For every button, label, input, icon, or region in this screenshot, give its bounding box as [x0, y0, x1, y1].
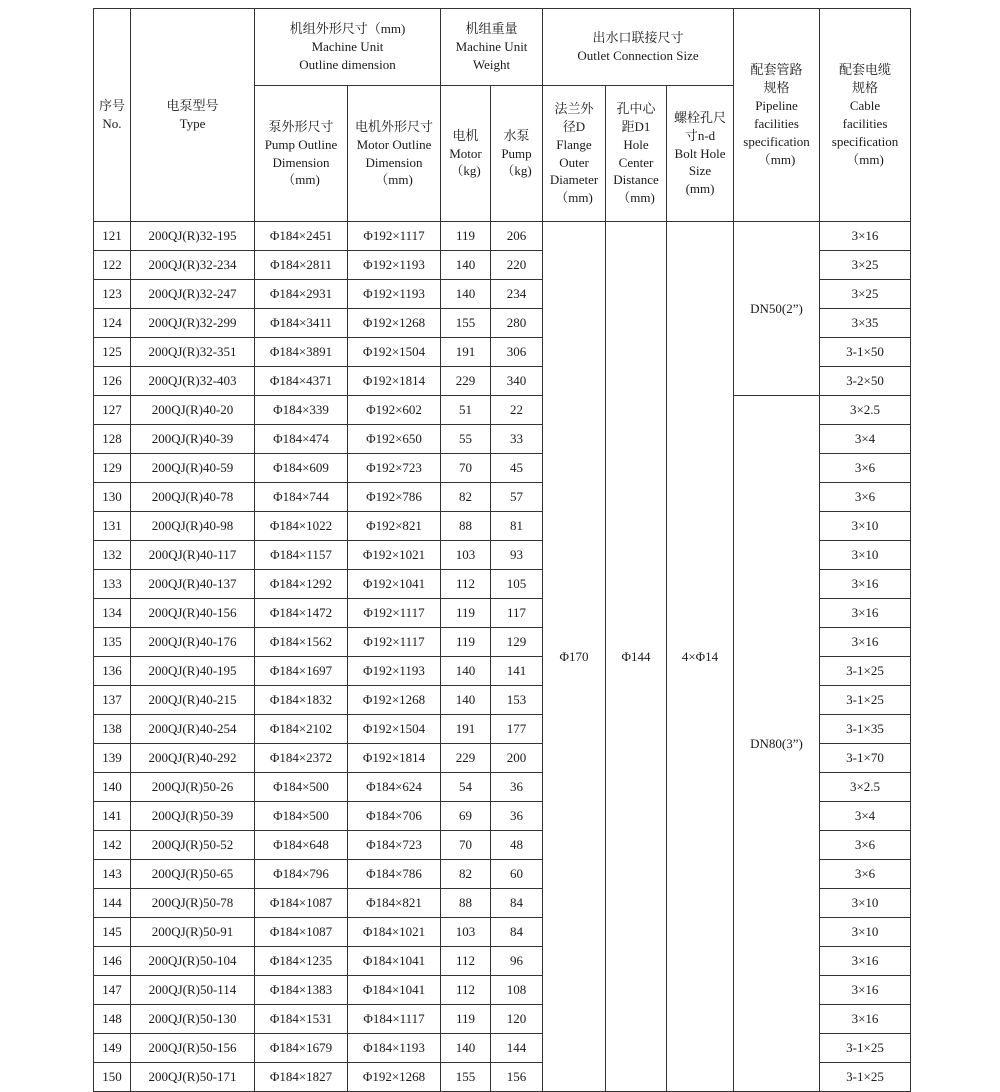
- cell-no: 131: [94, 512, 131, 541]
- cell-pump-weight: 57: [491, 483, 543, 512]
- cell-motor-dimension: Φ184×1117: [348, 1005, 441, 1034]
- cell-pump-weight: 93: [491, 541, 543, 570]
- cell-motor-dimension: Φ184×1041: [348, 976, 441, 1005]
- cell-motor-dimension: Φ192×602: [348, 396, 441, 425]
- cell-motor-dimension: Φ192×786: [348, 483, 441, 512]
- cell-no: 127: [94, 396, 131, 425]
- cell-type: 200QJ(R)40-20: [131, 396, 255, 425]
- cell-cable-spec: 3×6: [820, 483, 911, 512]
- cell-motor-weight: 103: [441, 541, 491, 570]
- cell-cable-spec: 3-1×70: [820, 744, 911, 773]
- cell-pump-weight: 105: [491, 570, 543, 599]
- cell-pump-dimension: Φ184×1531: [255, 1005, 348, 1034]
- cell-motor-weight: 140: [441, 1034, 491, 1063]
- cell-no: 135: [94, 628, 131, 657]
- cell-motor-dimension: Φ192×1814: [348, 367, 441, 396]
- cell-pump-weight: 48: [491, 831, 543, 860]
- cell-pipeline-dn80: DN80(3”): [734, 396, 820, 1092]
- cell-pump-dimension: Φ184×500: [255, 773, 348, 802]
- cell-type: 200QJ(R)40-78: [131, 483, 255, 512]
- cell-no: 129: [94, 454, 131, 483]
- cell-cable-spec: 3×16: [820, 947, 911, 976]
- cell-type: 200QJ(R)32-195: [131, 222, 255, 251]
- cell-pump-dimension: Φ184×2811: [255, 251, 348, 280]
- cell-motor-weight: 229: [441, 367, 491, 396]
- cell-type: 200QJ(R)50-156: [131, 1034, 255, 1063]
- cell-pump-weight: 33: [491, 425, 543, 454]
- cell-no: 148: [94, 1005, 131, 1034]
- cell-pump-weight: 200: [491, 744, 543, 773]
- cell-pump-weight: 81: [491, 512, 543, 541]
- cell-pump-dimension: Φ184×2931: [255, 280, 348, 309]
- cell-cable-spec: 3×6: [820, 860, 911, 889]
- cell-pump-weight: 206: [491, 222, 543, 251]
- cell-pump-dimension: Φ184×1292: [255, 570, 348, 599]
- cell-no: 136: [94, 657, 131, 686]
- cell-bolt-hole: 4×Φ14: [667, 222, 734, 1092]
- cell-pump-dimension: Φ184×1157: [255, 541, 348, 570]
- cell-motor-dimension: Φ192×1193: [348, 657, 441, 686]
- cell-pump-weight: 306: [491, 338, 543, 367]
- cell-pump-weight: 84: [491, 918, 543, 947]
- cell-motor-dimension: Φ184×723: [348, 831, 441, 860]
- cell-pump-weight: 220: [491, 251, 543, 280]
- cell-pump-dimension: Φ184×500: [255, 802, 348, 831]
- cell-pump-dimension: Φ184×1087: [255, 918, 348, 947]
- cell-type: 200QJ(R)32-299: [131, 309, 255, 338]
- cell-no: 142: [94, 831, 131, 860]
- cell-motor-dimension: Φ192×821: [348, 512, 441, 541]
- cell-motor-weight: 70: [441, 454, 491, 483]
- cell-cable-spec: 3-1×35: [820, 715, 911, 744]
- cell-motor-dimension: Φ192×1041: [348, 570, 441, 599]
- header-outline-dimension: 机组外形尺寸（mm) Machine Unit Outline dimension: [255, 9, 441, 86]
- cell-motor-weight: 54: [441, 773, 491, 802]
- cell-cable-spec: 3×16: [820, 1005, 911, 1034]
- cell-motor-dimension: Φ184×1193: [348, 1034, 441, 1063]
- cell-cable-spec: 3×10: [820, 512, 911, 541]
- cell-no: 124: [94, 309, 131, 338]
- cell-motor-weight: 140: [441, 251, 491, 280]
- cell-cable-spec: 3×6: [820, 831, 911, 860]
- cell-pump-weight: 108: [491, 976, 543, 1005]
- cell-pump-dimension: Φ184×2102: [255, 715, 348, 744]
- cell-no: 140: [94, 773, 131, 802]
- pump-spec-table: [93, 8, 911, 1092]
- cell-pipeline-dn50: DN50(2”): [734, 222, 820, 396]
- cell-motor-weight: 112: [441, 976, 491, 1005]
- cell-pump-dimension: Φ184×3411: [255, 309, 348, 338]
- cell-motor-weight: 140: [441, 280, 491, 309]
- cell-type: 200QJ(R)50-114: [131, 976, 255, 1005]
- cell-motor-weight: 88: [441, 512, 491, 541]
- cell-pump-weight: 141: [491, 657, 543, 686]
- cell-cable-spec: 3-1×25: [820, 657, 911, 686]
- cell-pump-dimension: Φ184×2451: [255, 222, 348, 251]
- cell-type: 200QJ(R)50-91: [131, 918, 255, 947]
- cell-cable-spec: 3×25: [820, 280, 911, 309]
- cell-motor-dimension: Φ192×1117: [348, 628, 441, 657]
- cell-pump-dimension: Φ184×1472: [255, 599, 348, 628]
- table-body: [94, 222, 911, 1092]
- cell-no: 149: [94, 1034, 131, 1063]
- cell-pump-weight: 280: [491, 309, 543, 338]
- cell-type: 200QJ(R)40-98: [131, 512, 255, 541]
- cell-flange-diameter: Φ170: [543, 222, 606, 1092]
- cell-pump-weight: 120: [491, 1005, 543, 1034]
- cell-motor-dimension: Φ192×1504: [348, 338, 441, 367]
- cell-pump-dimension: Φ184×3891: [255, 338, 348, 367]
- cell-pump-dimension: Φ184×609: [255, 454, 348, 483]
- cell-type: 200QJ(R)32-234: [131, 251, 255, 280]
- header-cable-spec: 配套电缆 规格 Cable facilities specification （mm): [820, 9, 911, 222]
- cell-motor-weight: 155: [441, 1063, 491, 1092]
- header-outlet-connection: 出水口联接尺寸 Outlet Connection Size: [543, 9, 734, 86]
- cell-no: 144: [94, 889, 131, 918]
- cell-pump-weight: 156: [491, 1063, 543, 1092]
- cell-motor-dimension: Φ184×1041: [348, 947, 441, 976]
- cell-motor-dimension: Φ192×1117: [348, 599, 441, 628]
- cell-pump-dimension: Φ184×1832: [255, 686, 348, 715]
- cell-cable-spec: 3-1×50: [820, 338, 911, 367]
- cell-motor-weight: 82: [441, 860, 491, 889]
- cell-no: 150: [94, 1063, 131, 1092]
- header-motor-weight: 电机 Motor （kg): [441, 86, 491, 222]
- cell-no: 143: [94, 860, 131, 889]
- cell-pump-dimension: Φ184×474: [255, 425, 348, 454]
- cell-motor-dimension: Φ184×706: [348, 802, 441, 831]
- cell-motor-dimension: Φ192×650: [348, 425, 441, 454]
- cell-cable-spec: 3×10: [820, 918, 911, 947]
- cell-cable-spec: 3×10: [820, 889, 911, 918]
- header-hole-distance: 孔中心 距D1 Hole Center Distance （mm): [606, 86, 667, 222]
- cell-hole-distance: Φ144: [606, 222, 667, 1092]
- cell-no: 134: [94, 599, 131, 628]
- cell-no: 147: [94, 976, 131, 1005]
- cell-type: 200QJ(R)40-117: [131, 541, 255, 570]
- cell-pump-weight: 36: [491, 773, 543, 802]
- cell-cable-spec: 3-1×25: [820, 1034, 911, 1063]
- header-flange-diameter: 法兰外 径D Flange Outer Diameter （mm): [543, 86, 606, 222]
- cell-type: 200QJ(R)50-104: [131, 947, 255, 976]
- cell-pump-dimension: Φ184×1697: [255, 657, 348, 686]
- cell-no: 141: [94, 802, 131, 831]
- table-header: [94, 9, 911, 222]
- cell-motor-dimension: Φ192×1268: [348, 309, 441, 338]
- cell-motor-weight: 140: [441, 657, 491, 686]
- cell-type: 200QJ(R)50-52: [131, 831, 255, 860]
- cell-type: 200QJ(R)50-26: [131, 773, 255, 802]
- cell-type: 200QJ(R)50-171: [131, 1063, 255, 1092]
- header-pipeline-spec: 配套管路 规格 Pipeline facilities specification （mm): [734, 9, 820, 222]
- cell-pump-weight: 129: [491, 628, 543, 657]
- cell-no: 145: [94, 918, 131, 947]
- cell-pump-weight: 45: [491, 454, 543, 483]
- cell-cable-spec: 3×4: [820, 802, 911, 831]
- cell-cable-spec: 3×10: [820, 541, 911, 570]
- cell-type: 200QJ(R)32-247: [131, 280, 255, 309]
- cell-no: 125: [94, 338, 131, 367]
- cell-cable-spec: 3×16: [820, 599, 911, 628]
- cell-pump-weight: 36: [491, 802, 543, 831]
- cell-type: 200QJ(R)40-195: [131, 657, 255, 686]
- cell-motor-dimension: Φ192×1021: [348, 541, 441, 570]
- cell-pump-dimension: Φ184×648: [255, 831, 348, 860]
- cell-motor-dimension: Φ184×821: [348, 889, 441, 918]
- cell-pump-weight: 84: [491, 889, 543, 918]
- cell-motor-dimension: Φ184×786: [348, 860, 441, 889]
- cell-type: 200QJ(R)40-292: [131, 744, 255, 773]
- cell-motor-dimension: Φ192×723: [348, 454, 441, 483]
- cell-pump-dimension: Φ184×1022: [255, 512, 348, 541]
- cell-pump-weight: 22: [491, 396, 543, 425]
- cell-type: 200QJ(R)50-130: [131, 1005, 255, 1034]
- cell-cable-spec: 3×6: [820, 454, 911, 483]
- cell-type: 200QJ(R)40-59: [131, 454, 255, 483]
- cell-type: 200QJ(R)50-39: [131, 802, 255, 831]
- cell-motor-dimension: Φ192×1268: [348, 1063, 441, 1092]
- cell-cable-spec: 3×16: [820, 976, 911, 1005]
- cell-pump-dimension: Φ184×796: [255, 860, 348, 889]
- cell-no: 126: [94, 367, 131, 396]
- cell-motor-weight: 55: [441, 425, 491, 454]
- cell-motor-weight: 51: [441, 396, 491, 425]
- cell-no: 146: [94, 947, 131, 976]
- cell-cable-spec: 3×2.5: [820, 773, 911, 802]
- cell-no: 130: [94, 483, 131, 512]
- cell-cable-spec: 3-1×25: [820, 1063, 911, 1092]
- cell-no: 132: [94, 541, 131, 570]
- cell-no: 128: [94, 425, 131, 454]
- cell-cable-spec: 3×25: [820, 251, 911, 280]
- cell-motor-weight: 155: [441, 309, 491, 338]
- cell-motor-weight: 88: [441, 889, 491, 918]
- cell-cable-spec: 3×4: [820, 425, 911, 454]
- cell-pump-dimension: Φ184×1087: [255, 889, 348, 918]
- cell-motor-weight: 191: [441, 715, 491, 744]
- cell-motor-weight: 82: [441, 483, 491, 512]
- cell-motor-weight: 229: [441, 744, 491, 773]
- cell-pump-dimension: Φ184×2372: [255, 744, 348, 773]
- header-bolt-hole: 螺栓孔尺 寸n-d Bolt Hole Size (mm): [667, 86, 734, 222]
- cell-type: 200QJ(R)40-215: [131, 686, 255, 715]
- header-unit-weight: 机组重量 Machine Unit Weight: [441, 9, 543, 86]
- cell-pump-weight: 340: [491, 367, 543, 396]
- cell-motor-dimension: Φ192×1117: [348, 222, 441, 251]
- cell-motor-weight: 112: [441, 947, 491, 976]
- cell-type: 200QJ(R)32-403: [131, 367, 255, 396]
- cell-motor-weight: 70: [441, 831, 491, 860]
- cell-pump-dimension: Φ184×1562: [255, 628, 348, 657]
- cell-pump-weight: 234: [491, 280, 543, 309]
- cell-cable-spec: 3×35: [820, 309, 911, 338]
- cell-no: 133: [94, 570, 131, 599]
- cell-pump-weight: 144: [491, 1034, 543, 1063]
- cell-type: 200QJ(R)40-156: [131, 599, 255, 628]
- cell-pump-dimension: Φ184×744: [255, 483, 348, 512]
- cell-no: 139: [94, 744, 131, 773]
- header-type: 电泵型号 Type: [131, 9, 255, 222]
- cell-motor-weight: 119: [441, 628, 491, 657]
- cell-no: 121: [94, 222, 131, 251]
- cell-motor-dimension: Φ192×1193: [348, 251, 441, 280]
- cell-motor-dimension: Φ192×1814: [348, 744, 441, 773]
- cell-motor-weight: 119: [441, 599, 491, 628]
- cell-motor-dimension: Φ192×1268: [348, 686, 441, 715]
- header-pump-weight: 水泵 Pump （kg): [491, 86, 543, 222]
- cell-motor-weight: 69: [441, 802, 491, 831]
- cell-cable-spec: 3×2.5: [820, 396, 911, 425]
- cell-pump-weight: 60: [491, 860, 543, 889]
- cell-motor-dimension: Φ192×1504: [348, 715, 441, 744]
- cell-motor-weight: 112: [441, 570, 491, 599]
- header-pump-dimension: 泵外形尺寸 Pump Outline Dimension （mm): [255, 86, 348, 222]
- cell-type: 200QJ(R)40-137: [131, 570, 255, 599]
- header-no: 序号 No.: [94, 9, 131, 222]
- cell-pump-dimension: Φ184×1827: [255, 1063, 348, 1092]
- cell-cable-spec: 3×16: [820, 222, 911, 251]
- cell-motor-weight: 119: [441, 1005, 491, 1034]
- cell-motor-weight: 119: [441, 222, 491, 251]
- cell-no: 123: [94, 280, 131, 309]
- cell-type: 200QJ(R)40-254: [131, 715, 255, 744]
- cell-pump-dimension: Φ184×339: [255, 396, 348, 425]
- cell-type: 200QJ(R)50-78: [131, 889, 255, 918]
- cell-cable-spec: 3-1×25: [820, 686, 911, 715]
- cell-cable-spec: 3×16: [820, 628, 911, 657]
- cell-pump-dimension: Φ184×4371: [255, 367, 348, 396]
- cell-pump-weight: 117: [491, 599, 543, 628]
- cell-no: 122: [94, 251, 131, 280]
- cell-cable-spec: 3×16: [820, 570, 911, 599]
- cell-motor-weight: 191: [441, 338, 491, 367]
- table-row: [94, 222, 911, 251]
- cell-type: 200QJ(R)40-176: [131, 628, 255, 657]
- cell-type: 200QJ(R)50-65: [131, 860, 255, 889]
- cell-motor-dimension: Φ184×1021: [348, 918, 441, 947]
- cell-pump-dimension: Φ184×1679: [255, 1034, 348, 1063]
- cell-type: 200QJ(R)32-351: [131, 338, 255, 367]
- header-motor-dimension: 电机外形尺寸 Motor Outline Dimension （mm): [348, 86, 441, 222]
- cell-cable-spec: 3-2×50: [820, 367, 911, 396]
- table-row: [94, 396, 911, 425]
- cell-motor-dimension: Φ192×1193: [348, 280, 441, 309]
- cell-motor-weight: 103: [441, 918, 491, 947]
- cell-pump-weight: 96: [491, 947, 543, 976]
- cell-pump-weight: 177: [491, 715, 543, 744]
- cell-type: 200QJ(R)40-39: [131, 425, 255, 454]
- cell-no: 138: [94, 715, 131, 744]
- cell-pump-dimension: Φ184×1235: [255, 947, 348, 976]
- cell-no: 137: [94, 686, 131, 715]
- cell-motor-weight: 140: [441, 686, 491, 715]
- cell-pump-dimension: Φ184×1383: [255, 976, 348, 1005]
- cell-motor-dimension: Φ184×624: [348, 773, 441, 802]
- cell-pump-weight: 153: [491, 686, 543, 715]
